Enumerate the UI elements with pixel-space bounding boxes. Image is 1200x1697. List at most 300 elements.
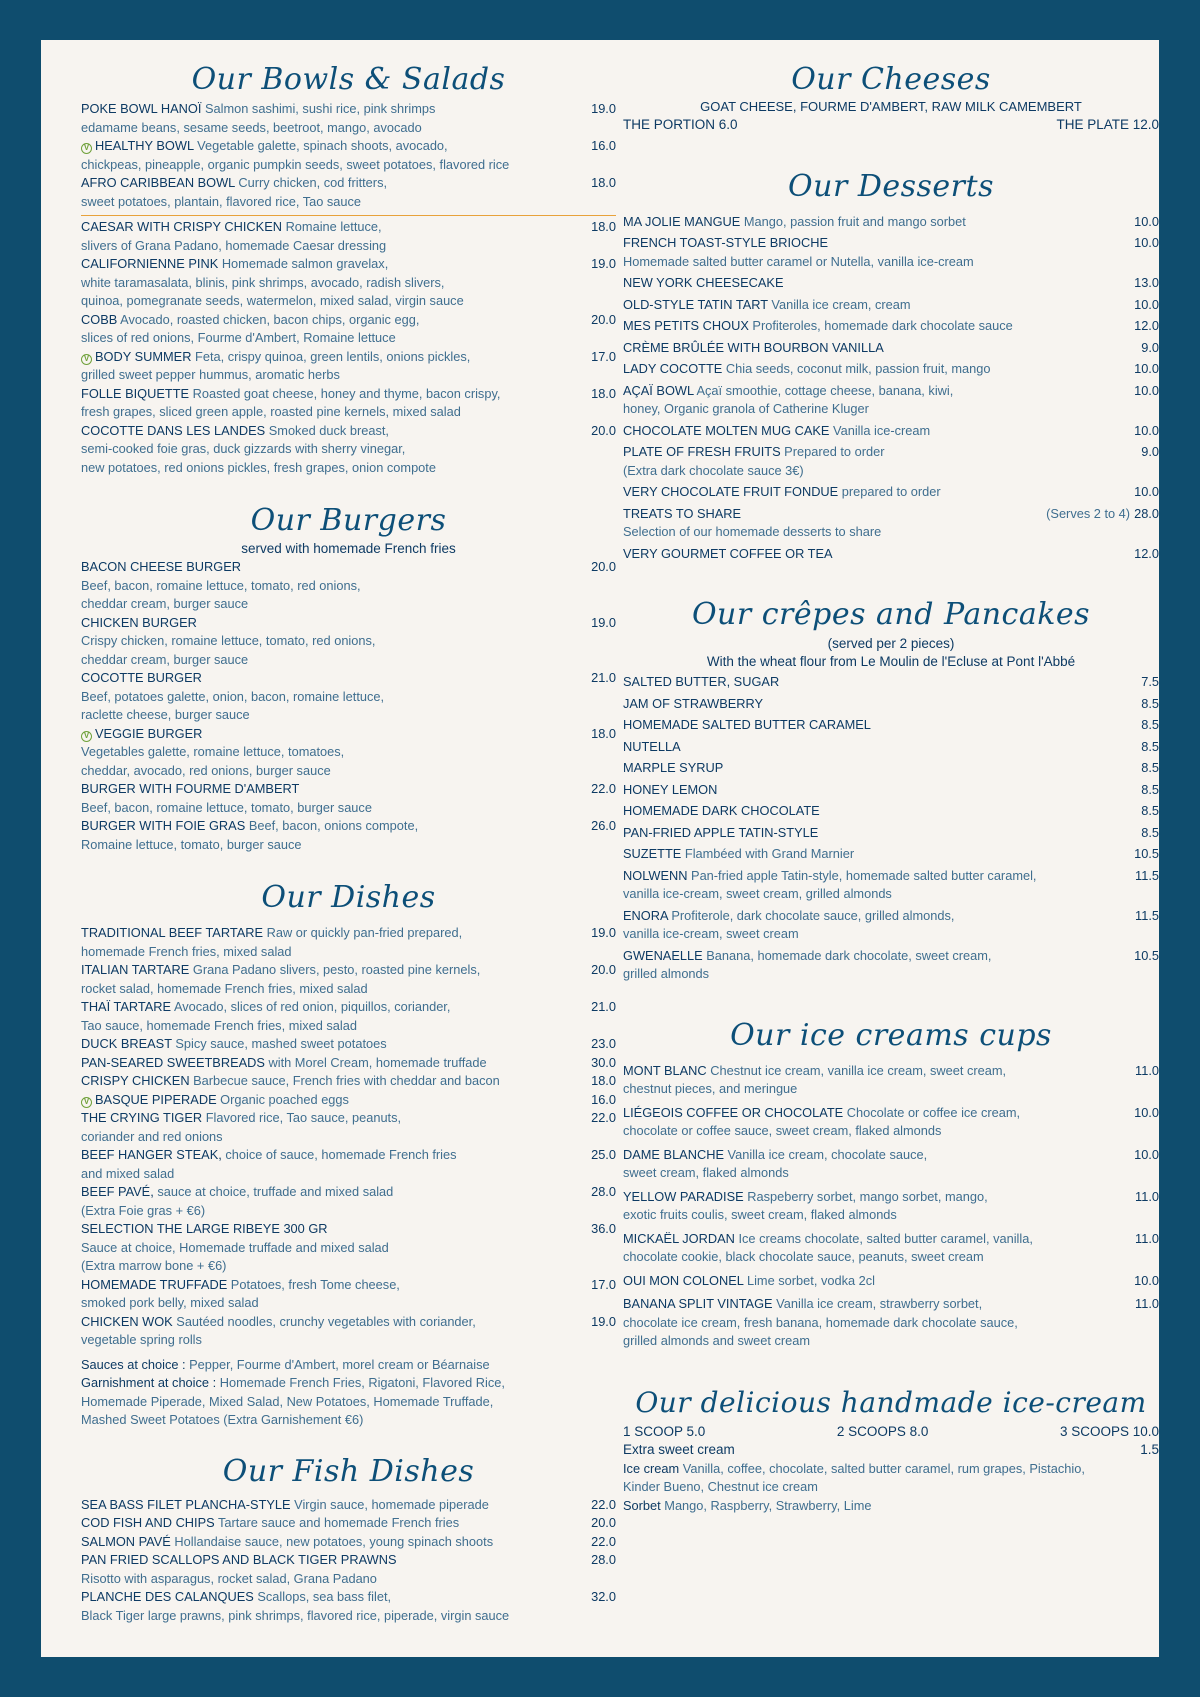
item-description-line: Homemade salted butter caramel or Nutella, vanilla ice-cream [623,253,974,269]
menu-item [81,998,616,1035]
section-divider [81,215,616,216]
item-price-value: 26.0 [591,818,616,833]
item-price-value: 10.0 [1134,1104,1159,1120]
cheeses-title: Our Cheeses [791,62,991,97]
item-price-value: 18.0 [591,725,616,741]
item-name: CHICKEN WOK [81,1313,173,1329]
item-name: TREATS TO SHARE [623,505,742,521]
item-price-value: 16.0 [591,138,616,153]
item-description-line: vanilla ice-cream, sweet cream, grilled almonds [623,886,892,901]
item-price [1134,274,1159,293]
item-description-line: Selection of our homemade desserts to share [623,524,882,539]
menu-item [623,1104,1159,1141]
menu-item [81,1091,616,1110]
vegetarian-icon: V [81,354,92,365]
item-price-value: 18.0 [591,219,616,234]
icecream-label: Ice cream [623,1460,680,1476]
item-description-line: sweet potatoes, plantain, flavored rice, Tao sauce [81,193,362,209]
vegetarian-icon: V [81,1097,92,1108]
item-description: Virgin sauce, homemade piperade [294,1496,489,1512]
item-description: Scallops, sea bass filet, [257,1589,392,1604]
icecream-text-2: Kinder Bueno, Chestnut ice cream [623,1479,818,1494]
item-price-value: 8.5 [1141,738,1159,754]
sauces-text: Pepper, Fourme d'Ambert, morel cream or Béarnaise [189,1356,490,1372]
cheese-plate: THE PLATE 12.0 [1056,117,1159,132]
item-price [1134,296,1159,315]
menu-item [623,382,1159,419]
menu-item [623,296,1159,315]
scoop-1: 1 SCOOP 5.0 [623,1423,706,1439]
item-price [591,817,616,836]
item-price [1134,545,1159,564]
menu-item [81,1109,616,1146]
vegetarian-icon: V [81,143,92,154]
item-price [1141,673,1159,692]
menu-item [81,1313,616,1350]
item-price [1134,382,1159,401]
item-price [591,255,616,274]
item-name: ITALIAN TARTARE [81,962,190,977]
item-description: Raw or quickly pan-fried prepared, [266,925,463,940]
scoop-3: 3 SCOOPS 10.0 [1059,1423,1159,1439]
item-price-value: 30.0 [591,1054,616,1070]
sauces-note [81,1356,616,1375]
burgers-list [81,558,616,854]
item-description-line: (Extra marrow bone + €6) [81,1258,227,1273]
item-description: Prepared to order [784,444,885,459]
item-price-value: 19.0 [591,614,616,630]
item-price-value: 10.0 [1134,484,1159,499]
item-name: GWENAELLE [623,947,703,963]
item-description: Vanilla ice cream, chocolate sauce, [727,1146,928,1162]
item-name: MA JOLIE MANGUE [623,213,741,229]
menu-item [623,1230,1159,1267]
item-name: NEW YORK CHEESECAKE [623,275,784,290]
item-price-value: 36.0 [591,1221,616,1236]
item-price-value: 9.0 [1141,444,1159,459]
item-description-line: coriander and red onions [81,1128,223,1144]
menu-item [81,669,616,725]
item-price [1134,947,1159,966]
item-price-value: 22.0 [591,781,616,796]
item-description-line: chocolate or coffee sauce, sweet cream, flaked almonds [623,1123,942,1138]
item-description: Salmon sashimi, sushi rice, pink shrimps [204,101,436,116]
extra-price: 1.5 [1140,1442,1159,1457]
item-price [591,174,616,193]
item-description: Grana Padano slivers, pesto, roasted pine kernels, [192,962,481,977]
item-price-value: 21.0 [591,999,616,1014]
item-price-value: 12.0 [1134,318,1159,333]
item-description-line: Romaine lettuce, tomato, burger sauce [81,836,302,852]
item-description-line: Crispy chicken, romaine lettuce, tomato, red onions, [81,633,376,648]
item-price [1134,1146,1159,1165]
crepes-subtitle: (served per 2 pieces) [827,636,955,651]
scoop-prices [623,1423,1159,1442]
item-price [591,780,616,799]
item-description-line: and mixed salad [81,1165,175,1181]
menu-item [81,1054,616,1073]
item-name: FRENCH TOAST-STYLE BRIOCHE [623,235,829,250]
menu-item [623,867,1159,904]
item-price-value: 10.0 [1134,213,1159,229]
item-price-value: 19.0 [591,101,616,116]
item-name: CALIFORNIENNE PINK [81,256,219,271]
item-price [1141,443,1159,462]
item-description: Organic poached eggs [220,1091,349,1107]
item-description-line: vanilla ice-cream, sweet cream [623,926,799,941]
item-price-value: 9.0 [1141,339,1159,355]
item-price-value: 11.5 [1135,867,1159,883]
sorbet-text: Mango, Raspberry, Strawberry, Lime [664,1497,872,1513]
item-name: SELECTION THE LARGE RIBEYE 300 GR [81,1221,328,1236]
menu-item [81,1496,616,1515]
item-price [591,422,616,441]
item-price-value: 20.0 [591,311,616,327]
item-price-value: 11.5 [1135,907,1159,923]
item-description: Banana, homemade dark chocolate, sweet cream, [706,947,992,963]
burgers-subtitle: served with homemade French fries [241,541,456,556]
item-description: Chestnut ice cream, vanilla ice cream, sweet cream, [710,1062,1007,1078]
item-name: MARPLE SYRUP [623,760,724,775]
item-name: LIÉGEOIS COFFEE OR CHOCOLATE [623,1104,844,1120]
menu-item [623,781,1159,800]
item-price [591,1313,616,1332]
item-price [1135,1188,1159,1207]
menu-item [623,317,1159,336]
item-price [591,1183,616,1202]
item-name: BURGER WITH FOURME D'AMBERT [81,781,300,796]
menu-item [623,545,1159,564]
item-description: Potatoes, fresh Tome cheese, [230,1276,400,1292]
item-description-line: Beef, bacon, romaine lettuce, tomato, burger sauce [81,799,372,815]
item-price-value: 17.0 [591,348,616,364]
dishes-list [81,924,616,1350]
item-name: HOMEMADE SALTED BUTTER CARAMEL [623,717,871,732]
desserts-title: Our Desserts [788,168,994,204]
item-price-value: 8.5 [1141,824,1159,840]
item-description-line: homemade French fries, mixed salad [81,943,292,959]
item-price-value: 10.0 [1134,422,1159,438]
handmade-title: Our delicious handmade ice-cream [635,1385,1147,1419]
fish-title: Our Fish Dishes [222,1453,475,1489]
menu-item [623,422,1159,441]
item-name: AÇAÏ BOWL [623,382,694,398]
item-price-value: 16.0 [591,1091,616,1107]
item-price-value: 19.0 [591,1313,616,1329]
item-description: Romaine lettuce, [285,219,382,234]
menu-item [81,1183,616,1220]
menu-item [81,1514,616,1533]
item-price [1134,1104,1159,1123]
item-price [591,1551,616,1570]
menu-item [81,1276,616,1313]
item-price [1135,907,1159,926]
item-description-line: honey, Organic granola of Catherine Kluger [623,401,869,416]
item-price [591,669,616,688]
item-description-line: exotic fruits coulis, sweet cream, flaked almonds [623,1207,897,1222]
item-price-value: 17.0 [591,1276,616,1292]
item-description-line: slices of red onions, Fourme d'Ambert, Romaine lettuce [81,330,396,345]
menu-item [623,845,1159,864]
item-price [591,1035,616,1054]
item-description-line: vegetable spring rolls [81,1332,202,1347]
item-description: Sautéed noodles, crunchy vegetables with coriander, [176,1313,476,1329]
item-name: LADY COCOTTE [623,361,723,376]
item-description-line: quinoa, pomegranate seeds, watermelon, mixed salad, virgin sauce [81,293,464,308]
item-description-line: slivers of Grana Padano, homemade Caesar dressing [81,237,387,253]
menu-item [81,1146,616,1183]
item-name: VEGGIE BURGER [95,725,203,741]
item-price [1046,505,1159,524]
garnish-label: Garnishment at choice : [81,1375,217,1390]
item-price [591,1276,616,1295]
bowls-title: Our Bowls & Salads [191,62,506,97]
item-name: DUCK BREAST [81,1036,172,1051]
item-name: BANANA SPLIT VINTAGE [623,1296,773,1311]
garnish-note [81,1374,616,1430]
item-description: Barbecue sauce, French fries with cheddar and bacon [193,1073,500,1088]
extra-cream [623,1441,1159,1460]
item-description: Avocado, slices of red onion, piquillos, coriander, [173,999,451,1014]
item-name: SALTED BUTTER, SUGAR [623,674,780,689]
item-price [591,311,616,330]
item-price [591,1220,616,1239]
item-description-line: cheddar cream, burger sauce [81,596,249,611]
item-name: BEEF HANGER STEAK, [81,1147,222,1162]
crepes-title: Our crêpes and Pancakes [691,597,1091,632]
menu-item [81,924,616,961]
item-price-value: 20.0 [591,559,616,574]
item-description: Chocolate or coffee ice cream, [846,1104,1021,1120]
item-price [1135,1230,1159,1249]
item-description-line: (Extra Foie gras + €6) [81,1202,206,1218]
item-description: Flavored rice, Tao sauce, peanuts, [205,1110,402,1125]
item-price [1134,845,1159,864]
item-price-value: 18.0 [591,385,616,401]
item-price [1141,759,1159,778]
menu-item [623,1272,1159,1291]
item-price-value: 11.0 [1135,1230,1159,1246]
item-price-value: 10.0 [1134,296,1159,312]
item-name: NUTELLA [623,738,681,754]
item-price [1141,695,1159,714]
item-description: Mango, passion fruit and mango sorbet [743,213,966,229]
item-price-value: 10.0 [1134,382,1159,398]
menu-item [81,137,616,174]
item-name: BURGER WITH FOIE GRAS [81,818,246,833]
cheeses-subtitle: GOAT CHEESE, FOURME D'AMBERT, RAW MILK CAMEMBERT [700,99,1082,114]
desserts-list [623,213,1159,564]
dishes-title: Our Dishes [261,880,436,915]
item-price [1135,1295,1159,1314]
item-name: AFRO CARIBBEAN BOWL [81,175,235,190]
item-description: Pan-fried apple Tatin-style, homemade salted butter caramel, [691,867,1037,883]
item-name: THAÏ TARTARE [81,999,172,1014]
item-price-value: 18.0 [591,175,616,190]
item-price [1134,317,1159,336]
item-price-value: 7.5 [1141,674,1159,689]
menu-item [81,1551,616,1588]
item-price [591,1496,616,1515]
item-price-value: 8.5 [1141,717,1159,732]
menu-item [81,174,616,211]
item-name: POKE BOWL HANOÏ [81,101,202,116]
item-price [1134,1272,1159,1291]
item-name: HEALTHY BOWL [95,138,194,153]
item-description: Hollandaise sauce, new potatoes, young spinach shoots [174,1533,494,1549]
item-name: VERY GOURMET COFFEE OR TEA [623,545,833,561]
item-description-line: chestnut pieces, and meringue [623,1081,798,1096]
item-name: MONT BLANC [623,1062,707,1078]
menu-item [623,907,1159,944]
item-description-line: Sauce at choice, Homemade truffade and mixed salad [81,1239,389,1255]
burgers-title: Our Burgers [250,503,447,538]
item-price [1134,213,1159,232]
left-column [81,40,616,1625]
menu-item [81,385,616,422]
item-description-line: chocolate ice cream, fresh banana, homemade dark chocolate sauce, [623,1314,1018,1330]
item-description: Raspeberry sorbet, mango sorbet, mango, [747,1188,988,1204]
menu-item [623,234,1159,271]
item-description: Vanilla ice-cream [833,422,931,438]
item-price-value: 20.0 [591,962,616,977]
crepes-list [623,673,1159,984]
item-description: Flambéed with Grand Marnier [684,846,855,861]
item-price-value: 22.0 [591,1110,616,1125]
item-price-value: 28.0 [591,1552,616,1567]
item-price-value: 11.0 [1135,1188,1159,1204]
item-description: Chia seeds, coconut milk, passion fruit, mango [725,361,991,376]
item-price [591,1588,616,1607]
cheese-portion: THE PORTION 6.0 [623,117,738,132]
item-price-value: 22.0 [591,1533,616,1549]
menu-item [81,1220,616,1276]
item-price [1134,234,1159,253]
item-price [1141,339,1159,358]
item-description-line: Black Tiger large prawns, pink shrimps, flavored rice, piperade, virgin sauce [81,1607,510,1623]
sorbet-label: Sorbet [623,1497,661,1513]
item-price [1134,483,1159,502]
menu-item [81,1072,616,1091]
item-description-line: chickpeas, pineapple, organic pumpkin seeds, sweet potatoes, flavored rice [81,156,510,172]
menu-item [623,443,1159,480]
item-price-value: 10.5 [1134,947,1159,963]
item-name: YELLOW PARADISE [623,1188,744,1204]
item-name: CRISPY CHICKEN [81,1073,190,1088]
cheeses-prices [623,116,1159,135]
icecream-text: Vanilla, coffee, chocolate, salted butter caramel, rum grapes, Pistachio, [682,1460,1085,1476]
item-description: sauce at choice, truffade and mixed salad [157,1184,394,1199]
item-description: Tartare sauce and homemade French fries [218,1515,460,1530]
menu-item [81,1035,616,1054]
item-name: SALMON PAVÉ [81,1533,171,1549]
menu-item [81,614,616,670]
item-name: BODY SUMMER [95,348,192,364]
item-name: VERY CHOCOLATE FRUIT FONDUE [623,484,839,499]
item-description-line: cheddar cream, burger sauce [81,651,249,667]
item-price [1141,781,1159,800]
menu-item [81,725,616,781]
menu-item [623,824,1159,843]
item-name: HOMEMADE DARK CHOCOLATE [623,803,820,818]
item-name: PAN-FRIED APPLE TATIN-STYLE [623,824,819,840]
item-description-line: white taramasalata, blinis, pink shrimps, avocado, radish slivers, [81,274,445,290]
item-price-value: 8.5 [1141,781,1159,797]
item-name: PAN-SEARED SWEETBREADS [81,1054,265,1070]
item-description: Vanilla ice cream, strawberry sorbet, [776,1296,983,1311]
menu-page [41,40,1159,1657]
item-description: Lime sorbet, vodka 2cl [746,1272,876,1288]
item-name: COD FISH AND CHIPS [81,1515,215,1530]
item-name: CAESAR WITH CRISPY CHICKEN [81,219,282,234]
item-name: OLD-STYLE TATIN TART [623,296,768,312]
menu-item [623,716,1159,735]
item-price-value: 23.0 [591,1036,616,1051]
item-description: Roasted goat cheese, honey and thyme, bacon crispy, [192,385,501,401]
garnish-text-3: Mashed Sweet Potatoes (Extra Garnishement €6) [81,1412,364,1427]
item-name: COCOTTE DANS LES LANDES [81,422,266,438]
item-name: MICKAËL JORDAN [623,1230,735,1246]
item-price-value: 20.0 [591,1515,616,1530]
item-price [1141,738,1159,757]
item-price-value: 8.5 [1141,803,1159,818]
crepes-subtitle-2: With the wheat flour from Le Moulin de l'Ecluse at Pont l'Abbé [706,654,1076,669]
item-name: COCOTTE BURGER [81,670,202,685]
item-name: JAM OF STRAWBERRY [623,695,764,711]
cups-title: Our ice creams cups [730,1017,1052,1053]
item-name: ENORA [623,907,668,923]
menu-item [81,1588,616,1625]
item-price-value: 32.0 [591,1589,616,1604]
item-price [591,1533,616,1552]
item-price [591,100,616,119]
item-name: PAN FRIED SCALLOPS AND BLACK TIGER PRAWNS [81,1552,397,1567]
item-price [591,1091,616,1110]
item-description-line: grilled almonds and sweet cream [623,1333,811,1348]
item-description-line: grilled sweet pepper hummus, aromatic herbs [81,367,340,382]
item-description-line: sweet cream, flaked almonds [623,1165,789,1180]
item-description: Profiteroles, homemade dark chocolate sauce [752,318,1013,333]
item-description-line: cheddar, avocado, red onions, burger sauce [81,762,331,778]
menu-item [623,483,1159,502]
item-description-line: Vegetables galette, romaine lettuce, tomatoes, [81,744,345,759]
icecream-flavors [623,1460,1159,1497]
item-description: choice of sauce, homemade French fries [225,1147,457,1162]
item-description-line: new potatoes, red onions pickles, fresh grapes, onion compote [81,459,436,475]
menu-item [81,100,616,137]
menu-item [81,961,616,998]
item-description: prepared to order [841,484,941,499]
menu-item [623,1188,1159,1225]
item-description: Açaï smoothie, cottage cheese, banana, kiwi, [696,382,954,398]
menu-item [81,255,616,311]
extra-label: Extra sweet cream [623,1442,735,1457]
item-price-value: 13.0 [1134,275,1159,290]
item-description-line: Risotto with asparagus, rocket salad, Grana Padano [81,1570,377,1586]
item-name: HOMEMADE TRUFFADE [81,1276,228,1292]
item-name: BACON CHEESE BURGER [81,559,241,574]
item-description-line: (Extra dark chocolate sauce 3€) [623,462,804,478]
item-price [591,1146,616,1165]
item-description: Homemade salmon gravelax, [221,256,389,271]
item-description-line: chocolate cookie, black chocolate sauce, peanuts, sweet cream [623,1249,984,1264]
item-name: DAME BLANCHE [623,1146,724,1162]
item-name: HONEY LEMON [623,781,718,797]
item-price-value: 20.0 [591,422,616,438]
fish-list [81,1496,616,1626]
menu-item [81,348,616,385]
item-price [1141,716,1159,735]
